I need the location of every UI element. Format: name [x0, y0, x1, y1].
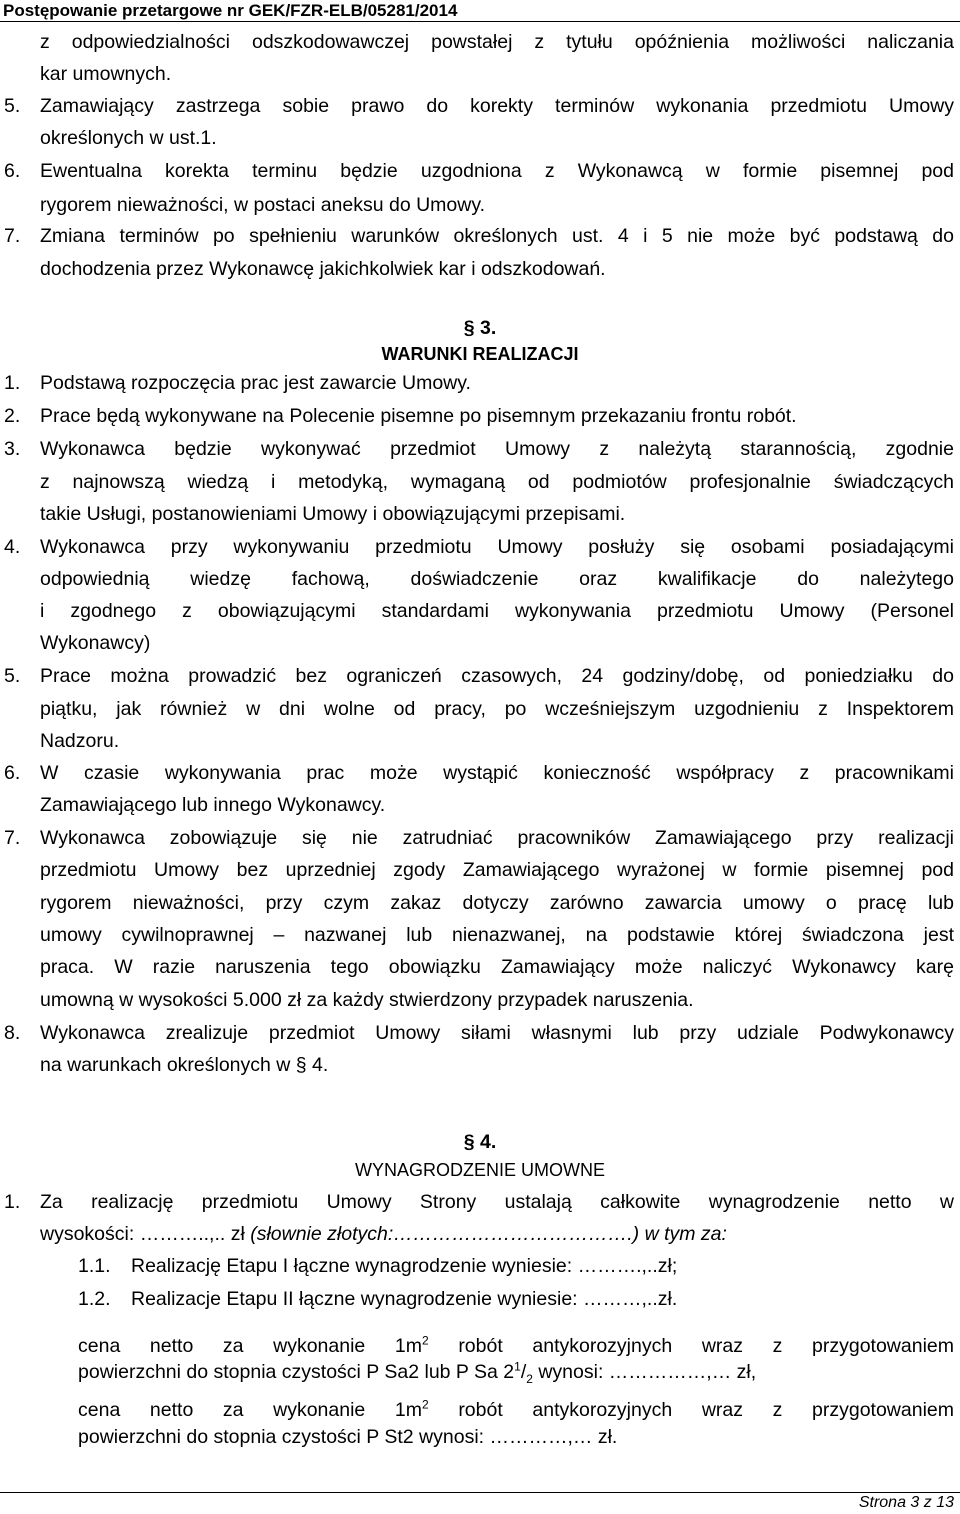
list-item-line: na warunkach określonych w § 4. [40, 1054, 329, 1076]
header-title: Postępowanie przetargowe nr GEK/FZR-ELB/05281/2014 [3, 1, 458, 20]
list-number: 5. [4, 665, 21, 687]
list-number: 5. [4, 95, 21, 117]
list-item-line: i zgodnego z obowiązującymi standardami wykonywania przedmiotu Umowy (Personel [40, 600, 954, 622]
list-item-line: Wykonawcy) [40, 632, 151, 654]
list-item-line: przedmiotu Umowy bez uprzedniej zgody Zamawiającego wyrażonej w formie pisemnej pod [40, 859, 954, 881]
list-item-line: określonych w ust.1. [40, 127, 217, 149]
section-number: § 4. [463, 1131, 497, 1153]
price-line: cena netto za wykonanie $1m^2$ robót antykorozyjnych wraz z przygotowaniem [78, 1333, 954, 1357]
list-number: 6. [4, 762, 21, 784]
document-header [0, 0, 960, 22]
list-number: 7. [4, 225, 21, 247]
section-title: WYNAGRODZENIE UMOWNE [355, 1160, 605, 1180]
list-item-line: Prace można prowadzić bez ograniczeń czasowych, 24 godziny/dobę, od poniedziałku do [40, 665, 954, 687]
price-line: powierzchni do stopnia czystości P St2 wynosi: …………,… zł. [78, 1426, 618, 1448]
list-number: 1. [4, 1191, 21, 1213]
sub-item-number: 1.1. [78, 1255, 111, 1277]
list-item-line: umowną w wysokości 5.000 zł za każdy stwierdzony przypadek naruszenia. [40, 989, 694, 1011]
list-item-line: Za realizację przedmiotu Umowy Strony ustalają całkowite wynagrodzenie netto w [40, 1191, 954, 1213]
list-item-line: Wykonawca będzie wykonywać przedmiot Umowy z należytą starannością, zgodnie [40, 438, 954, 460]
list-item-line: umowy cywilnoprawnej – nazwanej lub nienazwanej, na podstawie której świadczona jest [40, 924, 954, 946]
list-number: 2. [4, 405, 21, 427]
list-item-line: W czasie wykonywania prac może wystąpić konieczność współpracy z pracownikami [40, 762, 954, 784]
list-item-line: praca. W razie naruszenia tego obowiązku Zamawiający może naliczyć Wykonawcy karę [40, 956, 954, 978]
list-item-line: rygorem nieważności, przy czym zakaz dotyczy zarówno zawarcia umowy o pracę lub [40, 892, 954, 914]
list-item-line: Zamawiającego lub innego Wykonawcy. [40, 794, 386, 816]
list-item-line: Nadzoru. [40, 730, 120, 752]
price-line: powierzchni do stopnia czystości P Sa2 lub P Sa $2^1/_2$ wynosi: ……………,… zł, [78, 1359, 757, 1386]
amount-words: (słownie złotych:……………………………….) w tym za: [250, 1223, 727, 1245]
list-number: 7. [4, 827, 21, 849]
list-item-line: piątku, jak również w dni wolne od pracy, po wcześniejszym uzgodnieniu z Inspektorem [40, 698, 954, 720]
page-number: Strona 3 z 13 [858, 1494, 954, 1511]
amount-text: wysokości: ………..,.. zł [40, 1223, 251, 1245]
list-number: 8. [4, 1022, 21, 1044]
list-item-line: z najnowszą wiedzą i metodyką, wymaganą od podmiotów profesjonalnie świadczących [40, 471, 954, 493]
paragraph-line: kar umownych. [40, 63, 172, 85]
list-item-line: Zmiana terminów po spełnieniu warunków określonych ust. 4 i 5 nie może być podstawą do [40, 225, 954, 247]
list-item-line: Wykonawca zrealizuje przedmiot Umowy siłami własnymi lub przy udziale Podwykonawcy [40, 1022, 954, 1044]
sub-item-number: 1.2. [78, 1288, 111, 1310]
list-number: 1. [4, 372, 21, 394]
list-item-line: Podstawą rozpoczęcia prac jest zawarcie Umowy. [40, 372, 471, 394]
list-item-line: Prace będą wykonywane na Polecenie pisemne po pisemnym przekazaniu frontu robót. [40, 405, 797, 427]
list-item-line: rygorem nieważności, w postaci aneksu do Umowy. [40, 194, 486, 216]
list-item-line: Zamawiający zastrzega sobie prawo do korekty terminów wykonania przedmiotu Umowy [40, 95, 954, 117]
list-item-line: Ewentualna korekta terminu będzie uzgodniona z Wykonawcą w formie pisemnej pod [40, 160, 954, 182]
sub-item-text: Realizację Etapu I łączne wynagrodzenie wyniesie: ……….,..zł; [131, 1255, 678, 1277]
list-item-line [40, 1222, 727, 1246]
footer-rule [0, 1492, 960, 1493]
list-item-line: dochodzenia przez Wykonawcę jakichkolwiek kar i odszkodowań. [40, 258, 606, 280]
list-item-line: Wykonawca przy wykonywaniu przedmiotu Umowy posłuży się osobami posiadającymi [40, 536, 954, 558]
paragraph-line: z odpowiedzialności odszkodowawczej powstałej z tytułu opóźnienia możliwości naliczania [40, 31, 954, 53]
list-number: 6. [4, 160, 21, 182]
section-title: WARUNKI REALIZACJI [381, 344, 579, 364]
list-number: 4. [4, 536, 21, 558]
list-item-line: odpowiednią wiedzę fachową, doświadczenie oraz kwalifikacje do należytego [40, 568, 954, 590]
list-item-line: takie Usługi, postanowieniami Umowy i obowiązującymi przepisami. [40, 503, 626, 525]
list-item-line: Wykonawca zobowiązuje się nie zatrudniać pracowników Zamawiającego przy realizacji [40, 827, 954, 849]
price-line: cena netto za wykonanie $1m^2$ robót antykorozyjnych wraz z przygotowaniem [78, 1397, 954, 1421]
sub-item-text: Realizacje Etapu II łączne wynagrodzenie wyniesie: ………,..zł. [131, 1288, 678, 1310]
list-number: 3. [4, 438, 21, 460]
section-number: § 3. [463, 317, 497, 339]
